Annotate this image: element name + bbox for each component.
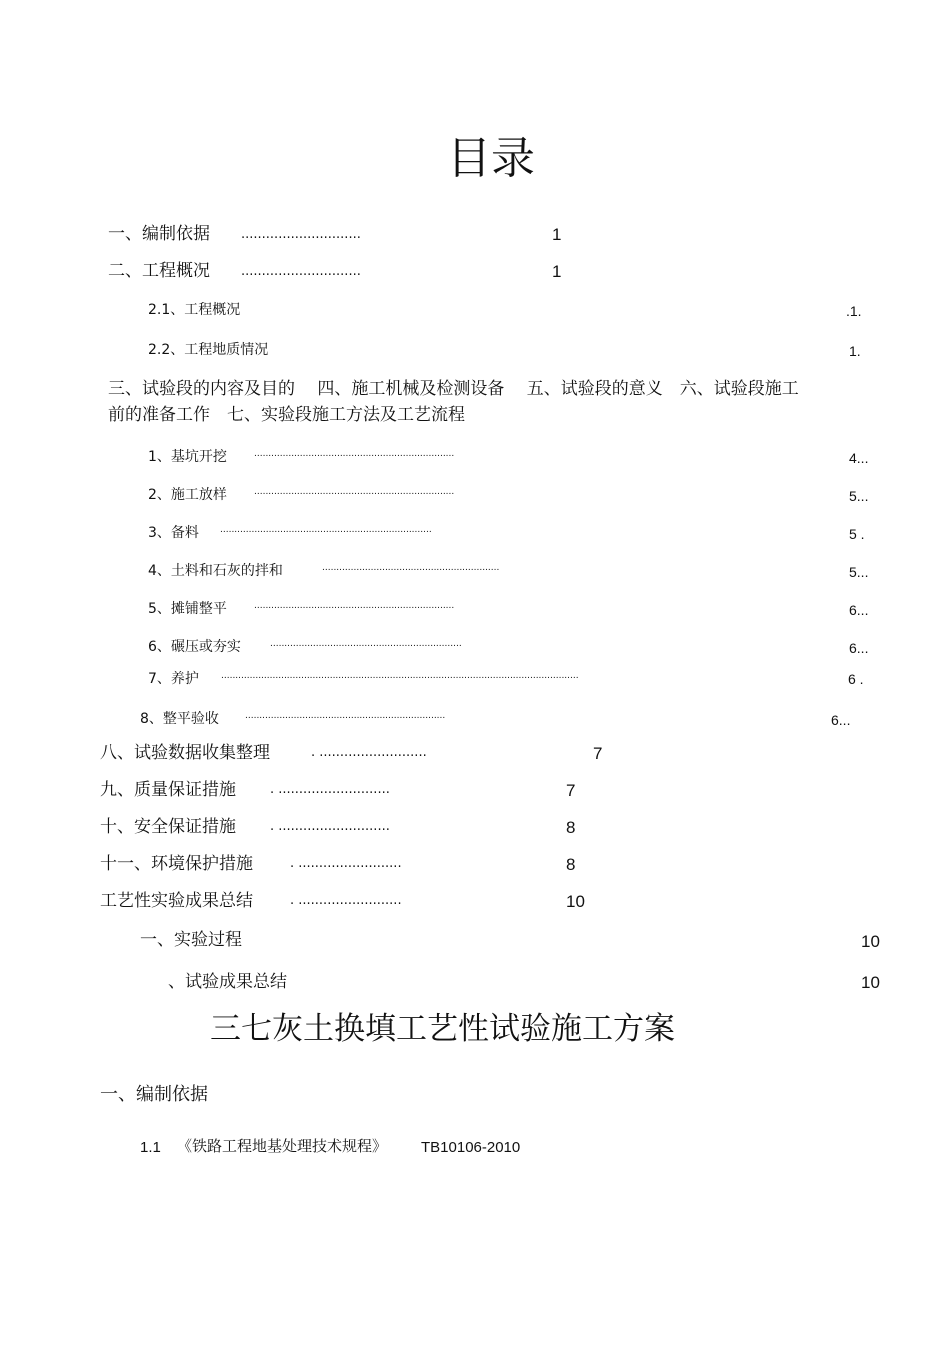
toc-page-number: 6 . [848, 671, 864, 687]
toc-page-number: 5... [849, 488, 869, 504]
toc-leader-dots: ...................................................................... [254, 487, 455, 497]
toc-page-number: 6... [849, 602, 869, 618]
toc-title: 目录 [447, 133, 535, 184]
toc-subentry-label[interactable]: 一、实验过程 [140, 930, 242, 950]
toc-page-number: 5 . [849, 526, 865, 542]
toc-entry-label[interactable]: 十、安全保证措施 [100, 817, 236, 837]
toc-leader-dots: .............................................................. [322, 563, 500, 573]
toc-page-number: 5... [849, 564, 869, 580]
toc-page-number: 10 [861, 973, 880, 992]
toc-page-number: 6... [831, 712, 851, 728]
toc-subentry-label[interactable]: 2、施工放样 [148, 487, 227, 503]
toc-leader-dots: . ........................... [270, 782, 390, 797]
toc-page-number: .1. [846, 303, 862, 319]
toc-leader-dots: ............................. [241, 227, 361, 242]
toc-subentry-label[interactable]: 2.2、工程地质情况 [148, 342, 269, 358]
toc-entry-label[interactable]: 工艺性实验成果总结 [100, 891, 253, 911]
toc-leader-dots: . .......................... [311, 745, 427, 760]
toc-page-number: 7 [566, 781, 576, 800]
document-title: 三七灰土换填工艺性试验施工方案 [210, 1011, 675, 1047]
toc-subentry-label[interactable]: 、试验成果总结 [168, 972, 287, 992]
reference-title: 《铁路工程地基处理技术规程》 [177, 1137, 388, 1155]
toc-subentry-label[interactable]: 4、土料和石灰的拌和 [148, 563, 283, 579]
toc-subentry-label[interactable]: 7、养护 [148, 671, 199, 687]
toc-page-number: 10 [566, 892, 585, 911]
toc-page-number: 4... [849, 450, 869, 466]
toc-subentry-label[interactable]: 5、摊铺整平 [148, 601, 227, 617]
toc-leader-dots: ............................................................................................................................. [221, 671, 579, 681]
toc-page-number: 6... [849, 640, 869, 656]
toc-page-number: 10 [861, 932, 880, 951]
toc-leader-dots: . ........................... [270, 819, 390, 834]
toc-leader-dots: ...................................................................... [254, 601, 455, 611]
toc-entry-label[interactable]: 八、试验数据收集整理 [100, 743, 270, 763]
toc-page-number: 1 [552, 225, 562, 244]
toc-entry-label[interactable]: 一、编制依据 [108, 224, 210, 244]
toc-entry-label[interactable]: 十一、环境保护措施 [100, 854, 253, 874]
toc-merged-entries-line1[interactable]: 三、试验段的内容及目的 四、施工机械及检测设备 五、试验段的意义 六、试验段施工 [108, 379, 799, 399]
toc-entry-label[interactable]: 二、工程概况 [108, 261, 210, 281]
toc-leader-dots: ...................................................................... [245, 711, 446, 721]
toc-leader-dots: ................................................................... [270, 639, 462, 649]
toc-leader-dots: ............................. [241, 264, 361, 279]
toc-page-number: 1. [849, 343, 861, 359]
toc-subentry-label[interactable]: 6、碾压或夯实 [148, 639, 241, 655]
toc-subentry-label[interactable]: 3、备料 [148, 525, 199, 541]
section-heading: 一、编制依据 [100, 1084, 208, 1105]
reference-number: 1.1 [140, 1139, 161, 1156]
toc-leader-dots: .......................................................................... [220, 525, 432, 535]
toc-leader-dots: ...................................................................... [254, 449, 455, 459]
toc-subentry-label[interactable]: 8、整平验收 [140, 711, 219, 727]
toc-page-number: 7 [593, 744, 603, 763]
toc-subentry-label[interactable]: 2.1、工程概况 [148, 302, 241, 318]
toc-page-number: 8 [566, 818, 576, 837]
reference-code: TB10106-2010 [421, 1139, 521, 1156]
toc-page-number: 8 [566, 855, 576, 874]
toc-subentry-label[interactable]: 1、基坑开挖 [148, 449, 227, 465]
toc-merged-entries-line2[interactable]: 前的准备工作 七、实验段施工方法及工艺流程 [108, 405, 465, 425]
toc-page-number: 1 [552, 262, 562, 281]
toc-leader-dots: . ......................... [290, 856, 402, 871]
toc-entry-label[interactable]: 九、质量保证措施 [100, 780, 236, 800]
toc-leader-dots: . ......................... [290, 893, 402, 908]
